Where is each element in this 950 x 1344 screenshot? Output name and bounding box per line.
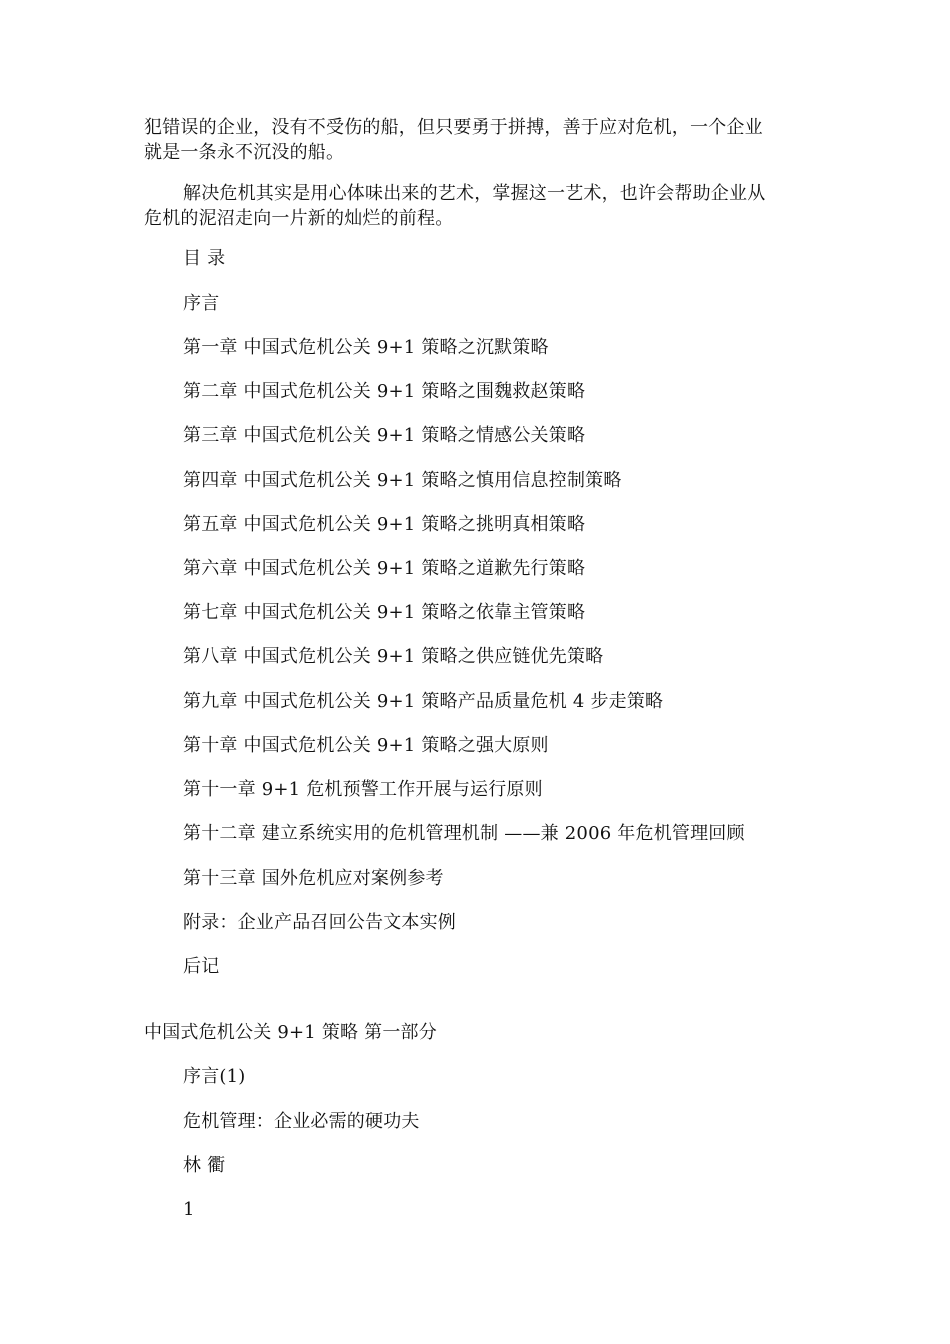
intro-para2-line1: 解决危机其实是用心体味出来的艺术，掌握这一艺术，也许会帮助企业从 <box>183 183 766 204</box>
toc-item-ch13: 第十三章 国外危机应对案例参考 <box>183 868 444 889</box>
toc-item-ch10: 第十章 中国式危机公关 9+1 策略之强大原则 <box>183 735 549 756</box>
toc-item-preface: 序言 <box>183 293 220 314</box>
toc-item-postscript: 后记 <box>183 956 220 977</box>
preface-label: 序言(1) <box>183 1066 246 1087</box>
toc-item-ch8: 第八章 中国式危机公关 9+1 策略之供应链优先策略 <box>183 646 604 667</box>
section-heading: 中国式危机公关 9+1 策略 第一部分 <box>144 1022 437 1043</box>
intro-para2-line2: 危机的泥沼走向一片新的灿烂的前程。 <box>144 208 454 229</box>
toc-item-appendix: 附录：企业产品召回公告文本实例 <box>183 912 456 933</box>
toc-item-ch2: 第二章 中国式危机公关 9+1 策略之围魏救赵策略 <box>183 381 586 402</box>
author-name: 林 衢 <box>183 1155 226 1176</box>
toc-item-ch3: 第三章 中国式危机公关 9+1 策略之情感公关策略 <box>183 425 586 446</box>
toc-item-ch1: 第一章 中国式危机公关 9+1 策略之沉默策略 <box>183 337 549 358</box>
toc-item-ch4: 第四章 中国式危机公关 9+1 策略之慎用信息控制策略 <box>183 470 622 491</box>
toc-item-ch7: 第七章 中国式危机公关 9+1 策略之依靠主管策略 <box>183 602 586 623</box>
page-number: 1 <box>183 1199 195 1220</box>
preface-title: 危机管理：企业必需的硬功夫 <box>183 1111 420 1132</box>
intro-para1-line1: 犯错误的企业，没有不受伤的船，但只要勇于拼搏，善于应对危机，一个企业 <box>144 117 763 138</box>
toc-item-ch12: 第十二章 建立系统实用的危机管理机制 ——兼 2006 年危机管理回顾 <box>183 823 745 844</box>
toc-item-ch9: 第九章 中国式危机公关 9+1 策略产品质量危机 4 步走策略 <box>183 691 664 712</box>
toc-item-ch6: 第六章 中国式危机公关 9+1 策略之道歉先行策略 <box>183 558 586 579</box>
toc-item-ch11: 第十一章 9+1 危机预警工作开展与运行原则 <box>183 779 543 800</box>
toc-title: 目 录 <box>183 248 226 269</box>
toc-item-ch5: 第五章 中国式危机公关 9+1 策略之挑明真相策略 <box>183 514 586 535</box>
intro-para1-line2: 就是一条永不沉没的船。 <box>144 142 345 163</box>
